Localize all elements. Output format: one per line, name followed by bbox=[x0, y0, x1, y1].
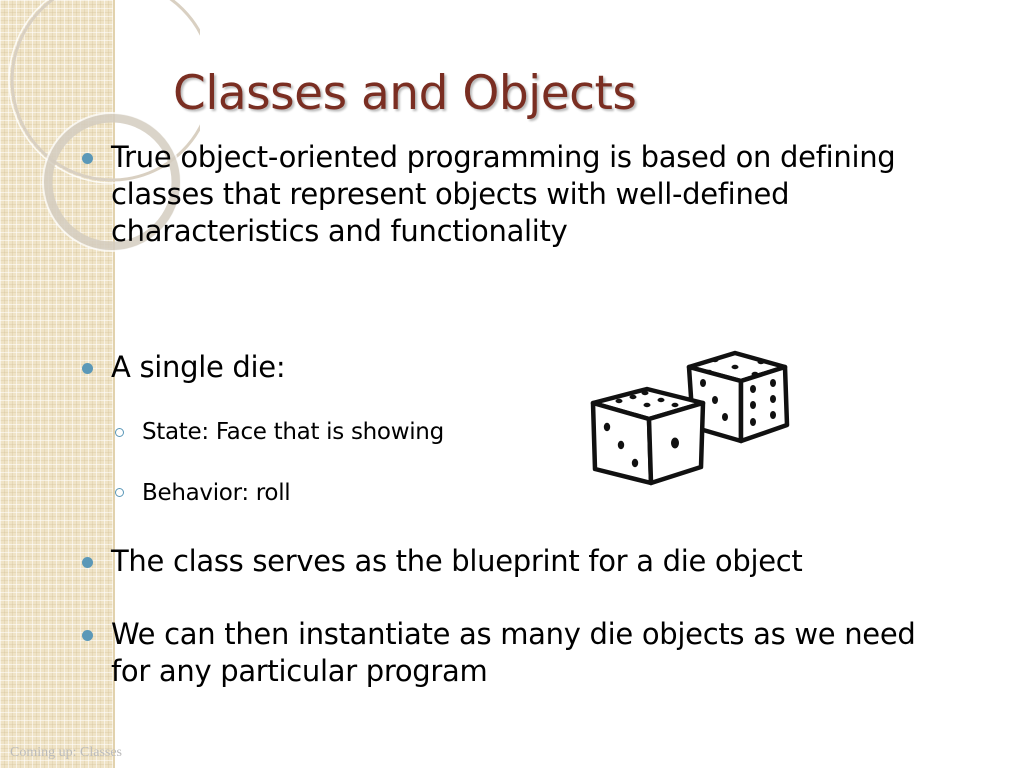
sub-bullet-text: Behavior: roll bbox=[142, 480, 291, 506]
bullet-icon bbox=[82, 153, 93, 164]
sub-bullet-icon bbox=[115, 428, 124, 437]
slide-title: Classes and Objects bbox=[173, 66, 637, 121]
footer-text: Coming up: Classes bbox=[10, 745, 123, 760]
sub-bullet-icon bbox=[115, 488, 124, 497]
bullet-icon bbox=[82, 630, 93, 641]
bullet-icon bbox=[82, 557, 93, 568]
dice-illustration bbox=[585, 345, 800, 490]
bullet-icon bbox=[82, 363, 93, 374]
bullet-text: We can then instantiate as many die objects as we need for any particular program bbox=[111, 617, 916, 688]
bullet-text: A single die: bbox=[111, 350, 286, 384]
bullet-text: The class serves as the blueprint for a die object bbox=[111, 544, 803, 578]
bullet-text: True object-oriented programming is based on defining classes that represent objects with well-defined characteristics and functionality bbox=[111, 140, 896, 248]
sub-bullet-text: State: Face that is showing bbox=[142, 419, 444, 445]
